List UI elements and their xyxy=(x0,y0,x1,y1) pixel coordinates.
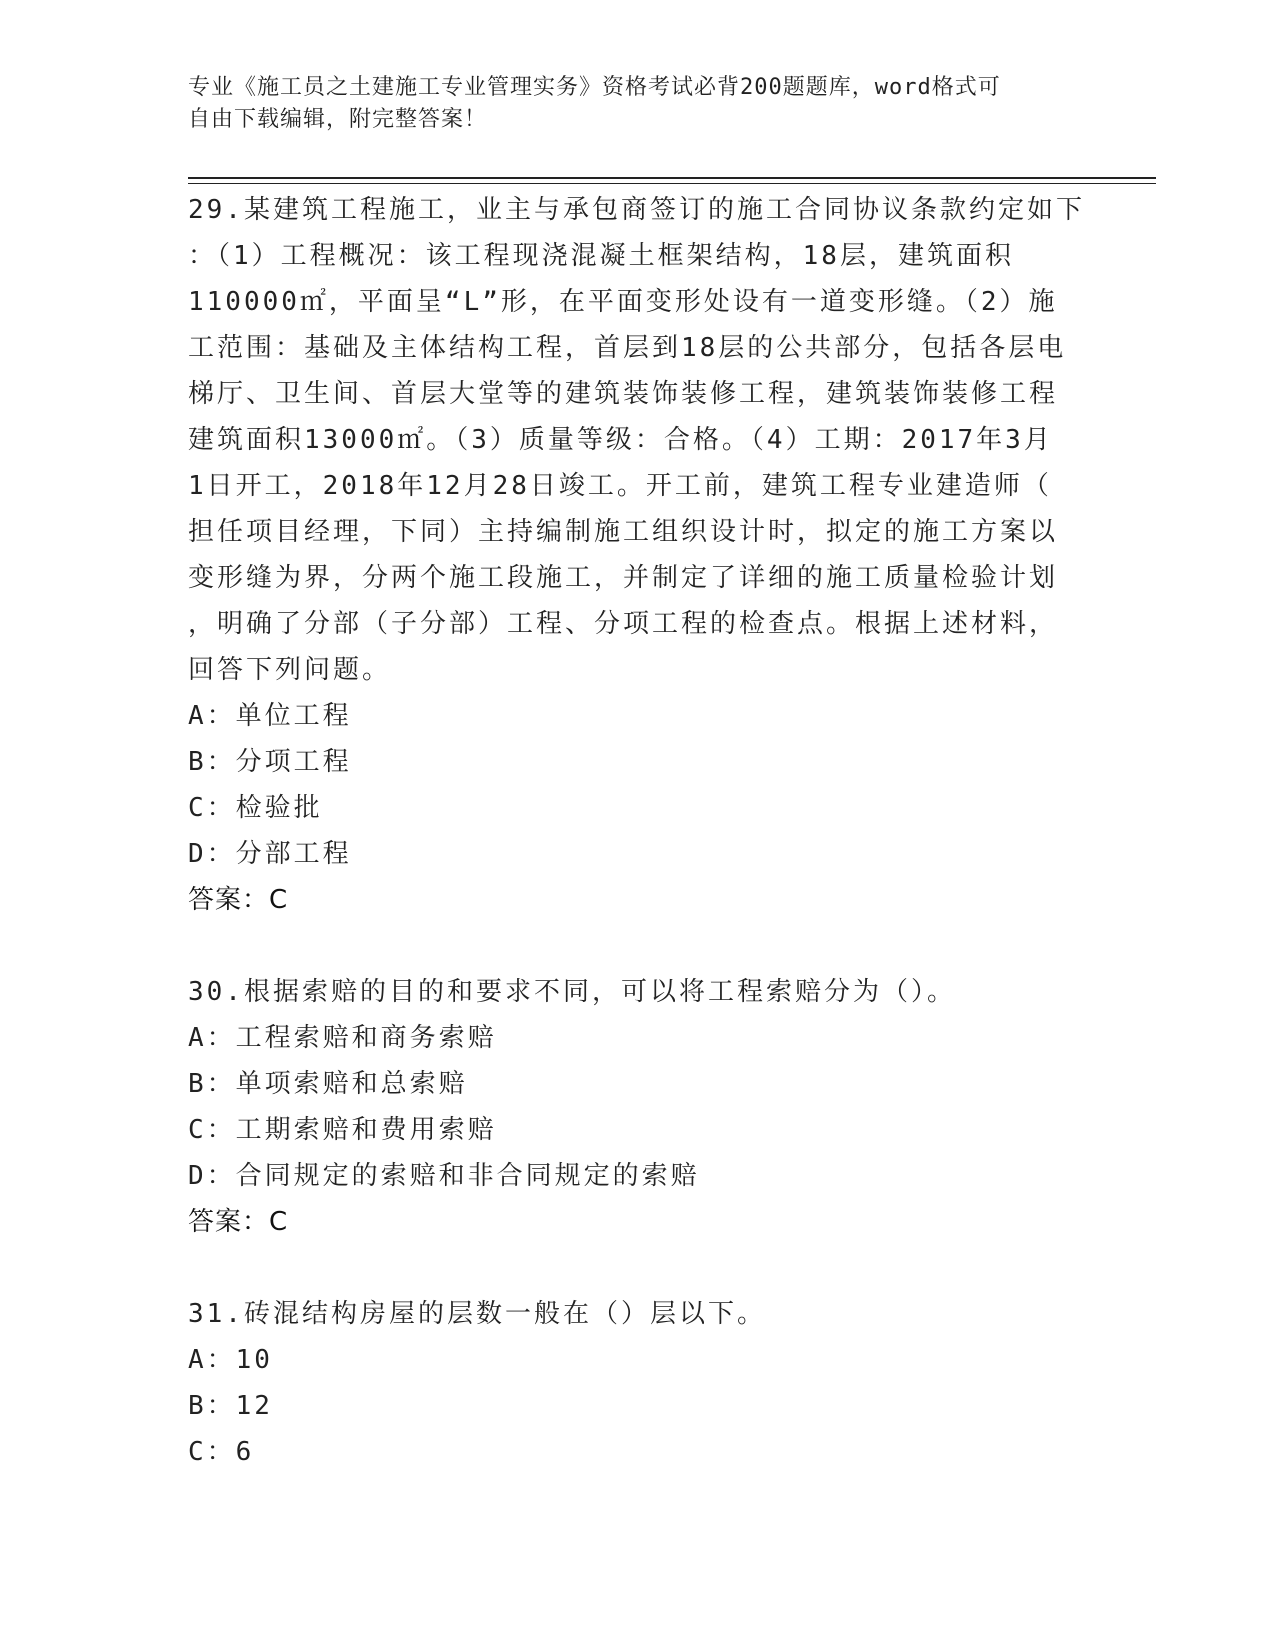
question-stem xyxy=(188,187,1088,693)
option-d: D：合同规定的索赔和非合同规定的索赔 xyxy=(188,1161,700,1191)
option-a: A：工程索赔和商务索赔 xyxy=(188,1023,497,1053)
stem-line: 担任项目经理，下同）主持编制施工组织设计时，拟定的施工方案以 xyxy=(188,517,1059,547)
option-b: B：单项索赔和总索赔 xyxy=(188,1069,468,1099)
option-b: B：分项工程 xyxy=(188,747,352,777)
document-header xyxy=(188,72,1088,136)
stem-line: 建筑面积13000㎡。（3）质量等级：合格。（4）工期：2017年3月 xyxy=(188,425,1053,455)
stem-line: 29.某建筑工程施工，业主与承包商签订的施工合同协议条款约定如下 xyxy=(188,195,1085,225)
stem-line: 梯厅、卫生间、首层大堂等的建筑装饰装修工程，建筑装饰装修工程 xyxy=(188,379,1059,409)
header-line-2: 自由下载编辑，附完整答案！ xyxy=(188,107,488,132)
question-spacer xyxy=(188,923,1088,969)
header-rule-thick xyxy=(188,177,1156,179)
option-a: A：单位工程 xyxy=(188,701,352,731)
stem-line: ：（1）工程概况：该工程现浇混凝土框架结构，18层，建筑面积 xyxy=(188,241,1014,271)
stem-line: 110000㎡，平面呈“L”形，在平面变形处设有一道变形缝。（2）施 xyxy=(188,287,1058,317)
stem-line: 1日开工，2018年12月28日竣工。开工前，建筑工程专业建造师（ xyxy=(188,471,1052,501)
question-29 xyxy=(188,187,1088,923)
stem-line: 变形缝为界，分两个施工段施工，并制定了详细的施工质量检验计划 xyxy=(188,563,1059,593)
stem-line: 30.根据索赔的目的和要求不同，可以将工程索赔分为（）。 xyxy=(188,977,956,1007)
option-c: C：6 xyxy=(188,1437,255,1467)
question-stem xyxy=(188,969,1088,1015)
answer: 答案：C xyxy=(188,1207,289,1237)
option-a: A：10 xyxy=(188,1345,273,1375)
stem-line: 工范围：基础及主体结构工程，首层到18层的公共部分，包括各层电 xyxy=(188,333,1067,363)
question-stem xyxy=(188,1291,1088,1337)
answer: 答案：C xyxy=(188,885,289,915)
option-b: B：12 xyxy=(188,1391,273,1421)
option-c: C：工期索赔和费用索赔 xyxy=(188,1115,497,1145)
question-31 xyxy=(188,1291,1088,1475)
option-c: C：检验批 xyxy=(188,793,323,823)
stem-line: ，明确了分部（子分部）工程、分项工程的检查点。根据上述材料， xyxy=(188,609,1059,639)
question-list xyxy=(188,187,1088,1475)
question-spacer xyxy=(188,1245,1088,1291)
question-30 xyxy=(188,969,1088,1245)
option-d: D：分部工程 xyxy=(188,839,352,869)
stem-line: 31.砖混结构房屋的层数一般在（）层以下。 xyxy=(188,1299,766,1329)
header-line-1: 专业《施工员之土建施工专业管理实务》资格考试必背200题题库，word格式可 xyxy=(188,75,1001,100)
header-rule-thin xyxy=(188,183,1156,184)
stem-line: 回答下列问题。 xyxy=(188,655,392,685)
